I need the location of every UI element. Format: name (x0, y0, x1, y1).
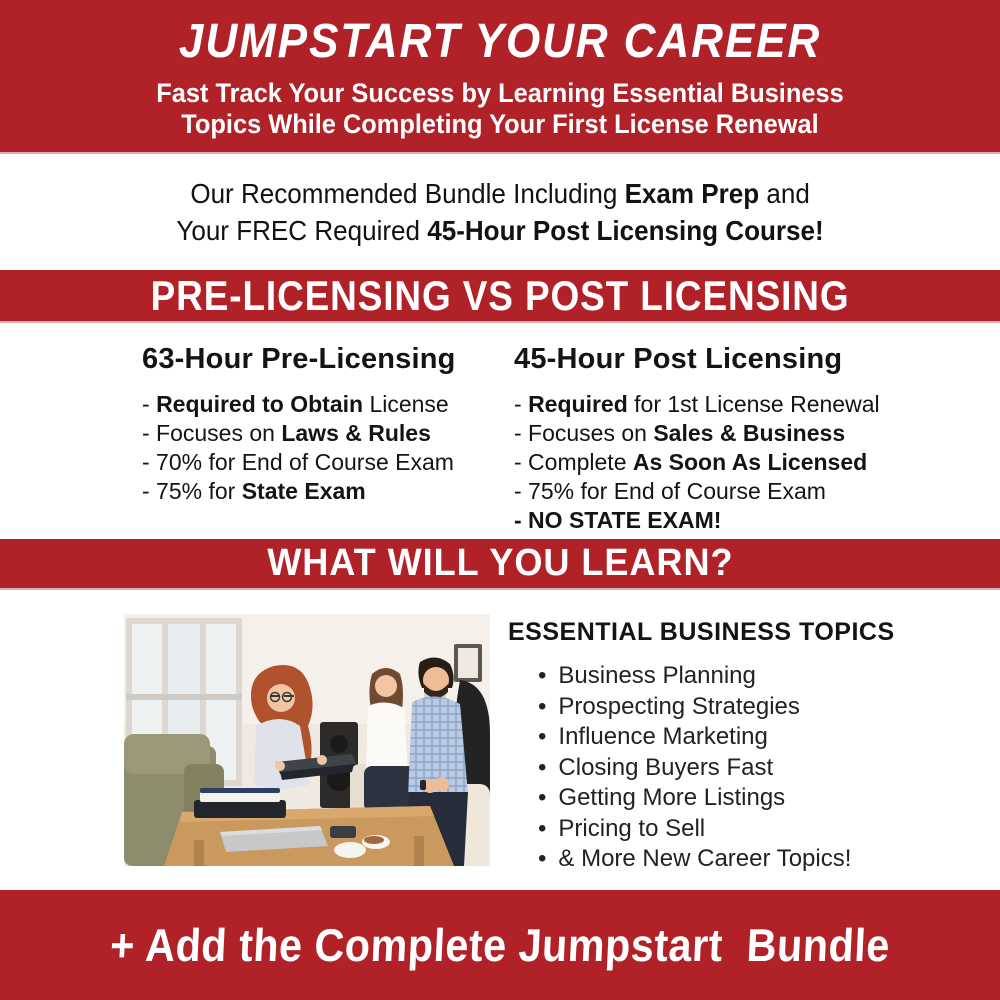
pre-licensing-title: 63-Hour Pre-Licensing (142, 343, 456, 375)
list-item: • Pricing to Sell (538, 814, 895, 845)
bundle-intro-line1: Our Recommended Bundle Including Exam Prep and (190, 178, 810, 209)
banner-subtitle (0, 78, 1000, 140)
list-item: - 75% for State Exam (142, 478, 366, 504)
bundle-intro-line2: Your FREC Required 45-Hour Post Licensing Course! (176, 215, 824, 246)
essential-topics-list (538, 661, 895, 875)
list-item: - Focuses on Laws & Rules (142, 420, 431, 446)
page-title: JUMPSTART YOUR CAREER (178, 15, 822, 68)
list-item: - NO STATE EXAM! (514, 507, 722, 533)
list-item: - Required to Obtain License (142, 391, 449, 417)
add-bundle-cta[interactable]: + Add the Complete Jumpstart Bundle (109, 919, 891, 971)
post-licensing-list (514, 390, 886, 535)
section-header-pre-vs-post (0, 270, 1000, 323)
list-item: • Closing Buyers Fast (538, 753, 895, 784)
pre-licensing-column (142, 343, 514, 539)
list-item: - Focuses on Sales & Business (514, 420, 846, 446)
banner-subtitle-line1: Fast Track Your Success by Learning Essential Business (156, 78, 844, 108)
license-comparison (0, 323, 1000, 539)
pre-vs-post-heading: PRE-LICENSING VS POST LICENSING (150, 271, 850, 319)
list-item: - 70% for End of Course Exam (142, 449, 454, 475)
top-banner (0, 0, 1000, 154)
list-item: • & More New Career Topics! (538, 844, 895, 875)
list-item: • Prospecting Strategies (538, 692, 895, 723)
list-item: • Business Planning (538, 661, 895, 692)
bottom-cta-banner[interactable] (0, 890, 1000, 1000)
learn-section (0, 590, 1000, 890)
post-licensing-column (514, 343, 886, 539)
post-licensing-title: 45-Hour Post Licensing (514, 343, 843, 375)
list-item: - Complete As Soon As Licensed (514, 449, 868, 475)
pre-licensing-list (142, 390, 514, 506)
list-item: • Getting More Listings (538, 783, 895, 814)
list-item: • Influence Marketing (538, 722, 895, 753)
what-learn-heading: WHAT WILL YOU LEARN? (266, 542, 734, 584)
meeting-photo (124, 614, 490, 866)
essential-topics-heading: ESSENTIAL BUSINESS TOPICS (508, 618, 895, 646)
list-item: - Required for 1st License Renewal (514, 391, 880, 417)
bundle-intro (0, 154, 1000, 270)
essential-topics (508, 618, 895, 875)
list-item: - 75% for End of Course Exam (514, 478, 826, 504)
banner-subtitle-line2: Topics While Completing Your First License Renewal (181, 109, 819, 139)
section-header-what-learn (0, 539, 1000, 590)
